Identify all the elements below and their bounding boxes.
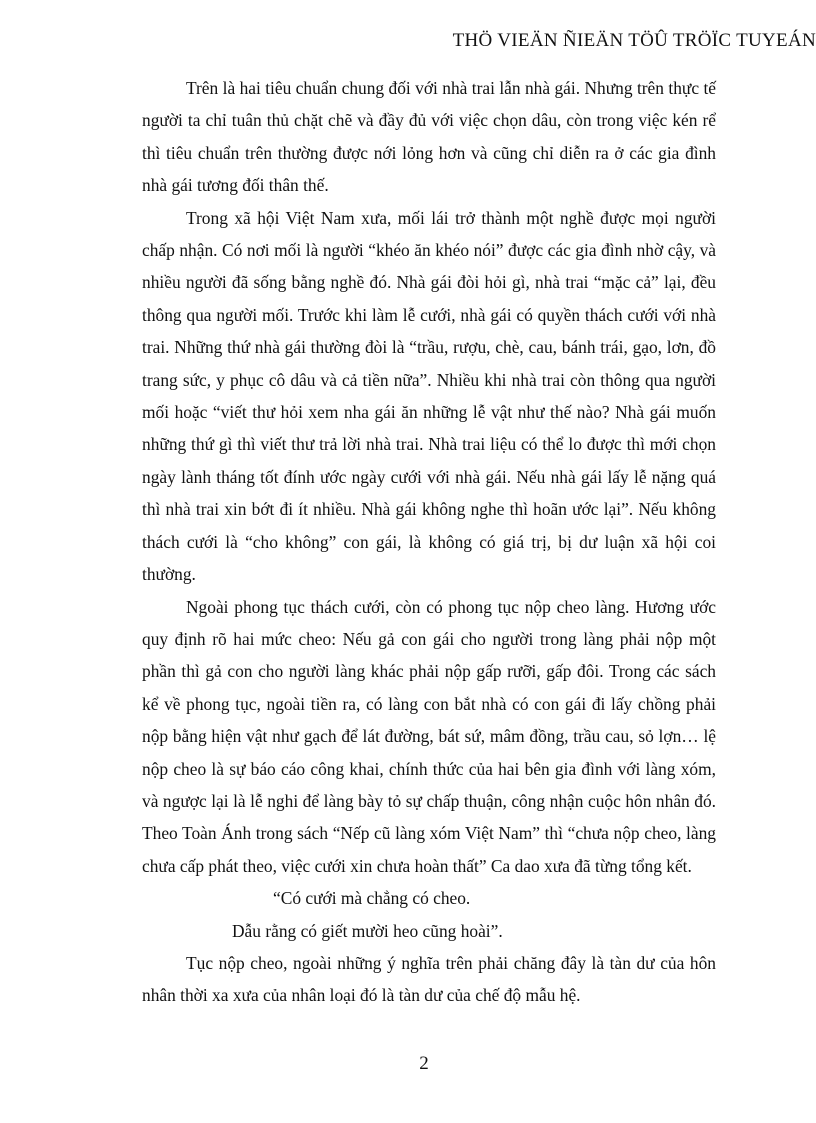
- folk-verse-line-1: “Có cưới mà chẳng có cheo.: [273, 888, 471, 909]
- folk-verse-line-2: Dẫu rằng có giết mười heo cũng hoài”.: [232, 920, 503, 941]
- paragraph-cheo-custom: Ngoài phong tục thách cưới, còn có phong tục nộp cheo làng. Hương ước quy định rõ hai mức cheo: Nếu gả con gái cho người trong làng phải nộp một phần thì gả con cho người làng khác phải nộp gấp rưỡi, gấp đôi. Trong các sách kể về phong tục, ngoài tiền ra, có làng con bắt nhà có con gái đi lấy chồng phải nộp bằng hiện vật như gạch để lát đường, bát sứ, mâm đồng, trầu cau, sỏ lợn… lệ nộp cheo là sự báo cáo công khai, chính thức của hai bên gia đình với làng xóm, và ngược lại là lễ nghi để làng bày tỏ sự chấp thuận, công nhận cuộc hôn nhân đó. Theo Toàn Ánh trong sách “Nếp cũ làng xóm Việt Nam” thì “chưa nộp cheo, làng chưa cấp phát theo, việc cưới xin chưa hoàn thất” Ca dao xưa đã từng tổng kết.: [142, 596, 716, 876]
- paragraph-matchmaking: Trong xã hội Việt Nam xưa, mối lái trở thành một nghề được mọi người chấp nhận. Có nơi mối là người “khéo ăn khéo nói” được các gia đình nhờ cậy, và nhiều người đã sống bằng nghề đó. Nhà gái đòi hỏi gì, nhà trai “mặc cả” lại, đều thông qua người mối. Trước khi làm lễ cưới, nhà gái có quyền thách cưới với nhà trai. Những thứ nhà gái thường đòi là “trầu, rượu, chè, cau, bánh trái, gạo, lơn, đồ trang sức, y phục cô dâu và cả tiền nữa”. Nhiều khi nhà trai còn thông qua người mối hoặc “viết thư hỏi xem nha gái ăn những lễ vật như thế nào? Nhà gái muốn những thứ gì thì viết thư trả lời nhà trai. Nhà trai liệu có thể lo được thì mới chọn ngày lành tháng tốt đính ước ngày cưới với nhà gái. Nếu nhà gái lấy lễ nặng quá thì nhà trai xin bớt đi ít nhiều. Nhà gái không nghe thì hoãn ước lại”. Nếu không thách cưới là “cho không” con gái, là không có giá trị, bị dư luận xã hội coi thường.: [142, 207, 716, 585]
- running-header: THÖ VIEÄN ÑIEÄN TÖÛ TRÖÏC TUYEÁN: [452, 30, 816, 51]
- page-number: 2: [419, 1053, 429, 1074]
- page-body: [142, 72, 716, 1012]
- paragraph-closing: Tục nộp cheo, ngoài những ý nghĩa trên phải chăng đây là tàn dư của hôn nhân thời xa xưa của nhân loại đó là tàn dư của chế độ mẫu hệ.: [142, 952, 716, 1006]
- paragraph-criteria: Trên là hai tiêu chuẩn chung đối với nhà trai lẫn nhà gái. Nhưng trên thực tế người ta chỉ tuân thủ chặt chẽ và đầy đủ với việc chọn dâu, còn trong việc kén rể thì tiêu chuẩn trên thường được nới lỏng hơn và cũng chỉ diễn ra ở các gia đình nhà gái tương đối thân thế.: [142, 78, 716, 196]
